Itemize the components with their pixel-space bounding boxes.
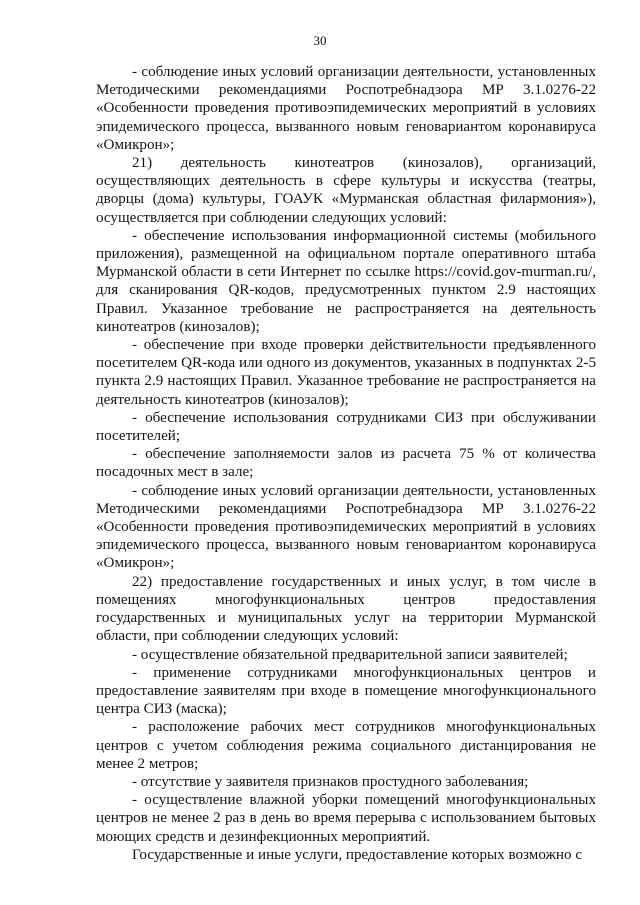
paragraph: - отсутствие у заявителя признаков простудного заболевания; [132, 773, 529, 790]
paragraph: 22) предоставление государственных и иных услуг, в том числе в помещениях многофункциональных центров предоставления государственных и муниципальных услуг на территории Мурманской области, при соблюдении следующих условий: [96, 573, 596, 645]
paragraph: - обеспечение использования сотрудниками СИЗ при обслуживании посетителей; [96, 409, 596, 445]
document-body [96, 63, 596, 864]
paragraph: - осуществление обязательной предварительной записи заявителей; [132, 646, 568, 663]
paragraph: - осуществление влажной уборки помещений многофункциональных центров не менее 2 раз в день во время перерыва с использованием бытовых моющих средств и дезинфекционных мероприятий. [96, 792, 596, 845]
paragraph: - обеспечение использования информационной системы (мобильного приложения), размещенной на официальном портале оперативного штаба Мурманской области в сети Интернет по ссылке https://covid.gov-murman.ru/, для сканирования QR-кодов, предусмотренных пунктом 2.9 настоящих Правил. Указанное требование не распространяется на деятельность кинотеатров (кинозалов); [96, 227, 596, 335]
paragraph: - соблюдение иных условий организации деятельности, установленных Методическими рекомендациями Роспотребнадзора МР 3.1.0276-22 «Особенности проведения противоэпидемических мероприятий в условиях эпидемического процесса, вызванного новым геновариантом коронавируса «Омикрон»; [96, 64, 596, 153]
paragraph: - обеспечение при входе проверки действительности предъявленного посетителем QR-кода или одного из документов, указанных в подпунктах 2-5 пункта 2.9 настоящих Правил. Указанное требование не распространяется на деятельность кинотеатров (кинозалов); [96, 337, 596, 408]
paragraph: - применение сотрудниками многофункциональных центров и предоставление заявителям при входе в помещение многофункционального центра СИЗ (маска); [96, 664, 596, 718]
paragraph: - расположение рабочих мест сотрудников многофункциональных центров с учетом соблюдения режима социального дистанцирования не менее 2 метров; [96, 719, 596, 772]
paragraph: 21) деятельность кинотеатров (кинозалов), организаций, осуществляющих деятельность в сфере культуры и искусства (театры, дворцы (дома) культуры, ГОАУК «Мурманская областная филармония»), осуществляется при соблюдении следующих условий: [96, 155, 596, 226]
page-number: 30 [313, 33, 327, 48]
paragraph: Государственные и иные услуги, предоставление которых возможно с [132, 846, 583, 863]
paragraph: - обеспечение заполняемости залов из расчета 75 % от количества посадочных мест в зале; [96, 446, 596, 481]
paragraph: - соблюдение иных условий организации деятельности, установленных Методическими рекомендациями Роспотребнадзора МР 3.1.0276-22 «Особенности проведения противоэпидемических мероприятий в условиях эпидемического процесса, вызванного новым геновариантом коронавируса «Омикрон»; [96, 482, 596, 572]
